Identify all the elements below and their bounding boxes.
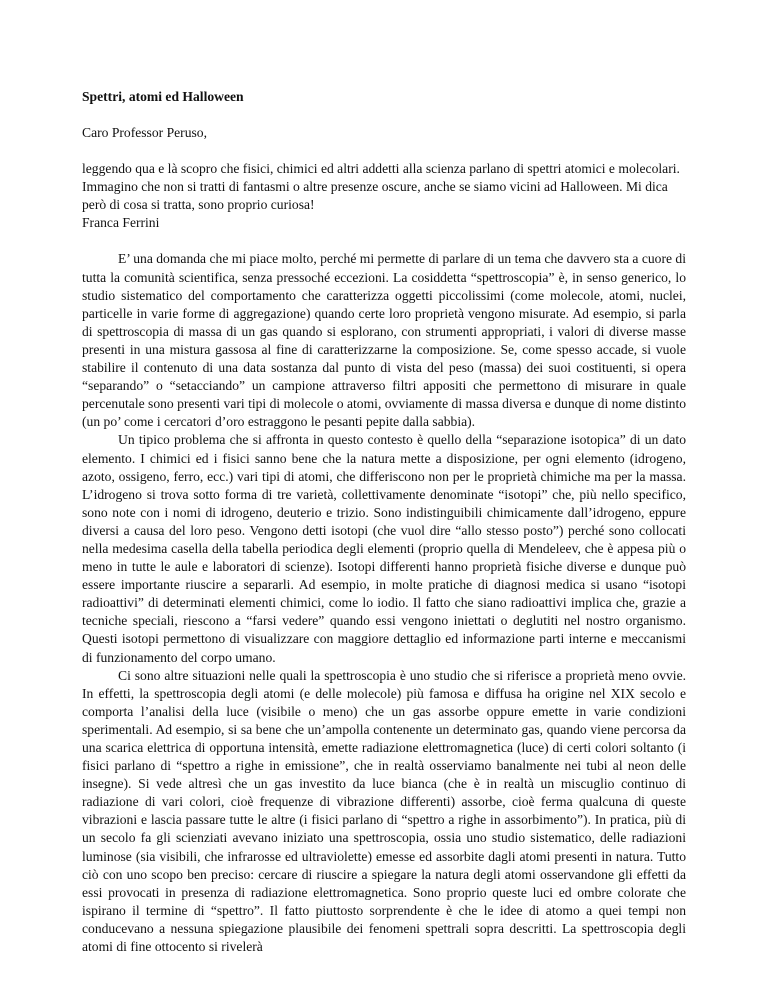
reader-letter: leggendo qua e là scopro che fisici, chimici ed altri addetti alla scienza parlano di spettri atomici e molecolari. Immagino che non si tratti di fantasmi o altre presenze oscure, anche se siamo vicini ad Halloween. Mi dica però di cosa si tratta, sono proprio curiosa! — [82, 161, 680, 213]
document-page — [82, 88, 686, 956]
answer-paragraph-2: Un tipico problema che si affronta in questo contesto è quello della “separazione isotopica” di un dato elemento. I chimici ed i fisici sanno bene che la natura mette a disposizione, per ogni elemento (idrogeno, azoto, ossigeno, ferro, ecc.) vari tipi di atomi, che differiscono non per le proprietà chimiche ma per la massa. L’idrogeno si trova sotto forma di tre varietà, collettivamente denominate “isotopi” che, più nello specifico, sono note con i nomi di idrogeno, deuterio e trizio. Sono indistinguibili chimicamente dall’idrogeno, eppure diversi a causa del loro peso. Vengono detti isotopi (che vuol dire “allo stesso posto”) perché sono collocati nella medesima casella della tabella periodica degli elementi (proprio quella di Mendeleev, che è appesa più o meno in tutte le aule e laboratori di scienze). Isotopi differenti hanno proprietà fisiche diverse e dunque può essere importante riuscire a separarli. Ad esempio, in molte pratiche di diagnosi medica si usano “isotopi radioattivi” di determinati elementi chimici, come lo iodio. Il fatto che siano radioattivi implica che, grazie a tecniche speciali, riescono a “farsi vedere” quando essi vengono iniettati o deglutiti nel nostro organismo. Questi isotopi permettono di visualizzare con maggiore dettaglio ed informazione parti interne e meccanismi di funzionamento del corpo umano. — [82, 432, 686, 665]
letter-signature: Franca Ferrini — [82, 215, 160, 231]
answer-paragraph-1: E’ una domanda che mi piace molto, perché mi permette di parlare di un tema che davvero sta a cuore di tutta la comunità scientifica, senza pressoché eccezioni. La cosiddetta “spettroscopia” è, in senso generico, lo studio sistematico del comportamento che caratterizza oggetti piccolissimi (come molecole, atomi, nuclei, particelle in varie forme di aggregazione) quando certe loro proprietà vengono misurate. Ad esempio, si parla di spettroscopia di massa di un gas quando si esplorano, con strumenti appropriati, i valori di diverse masse presenti in una mistura gassosa al fine di caratterizzarne la composizione. Se, come spesso accade, si vuole stabilire il contenuto di una data sostanza dal punto di vista del peso (massa) dei suoi costituenti, si opera “separando” o “setacciando” un campione attraverso filtri appositi che permettono di misurare in quale percenutale sono presenti vari tipi di molecole o atomi, ovviamente di massa diversa e dunque di nome distinto (un po’ come i cercatori d’oro estraggono le pesanti pepite dalla sabbia). — [82, 251, 687, 430]
answer-paragraph-3: Ci sono altre situazioni nelle quali la spettroscopia è uno studio che si riferisce a proprietà meno ovvie. In effetti, la spettroscopia degli atomi (e delle molecole) più famosa e diffusa ha origine nel XIX secolo e comporta l’analisi della luce (visibile o meno) che un gas assorbe oppure emette in varie condizioni sperimentali. Ad esempio, si sa bene che un’ampolla contenente un determinato gas, quando viene percorsa da una scarica elettrica di opportuna intensità, emette radiazione elettromagnetica (luce) di certi colori soltanto (i fisici parlano di “spettro a righe in emissione”, che in realtà osserviamo banalmente nei tubi al neon delle insegne). Si vede altresì che un gas investito da luce bianca (che è in realtà un miscuglio continuo di radiazione di vari colori, cioè frequenze di vibrazione differenti) assorbe, cioè ferma qualcuna di queste vibrazioni e lascia passare tutte le altre (i fisici parlano di “spettro a righe in assorbimento”). In pratica, più di un secolo fa gli scienziati avevano iniziato una spettroscopia, ossia uno studio sistematico, delle radiazioni luminose (sia visibili, che infrarosse ed ultraviolette) emesse ed assorbite dagli atomi presenti in natura. Tutto ciò con uno scopo ben preciso: cercare di riuscire a spiegare la natura degli atomi osservandone gli effetti da essi provocati in presenza di radiazione elettromagnetica. Sono proprio queste luci ed ombre colorate che ispirano il termine di “spettro”. Il fatto piuttosto sorprendente è che le idee di atomo a quei tempi non conducevano a nessuna spiegazione plausibile dei fenomeni spettrali sopra descritti. La spettroscopia degli atomi di fine ottocento si rivelerà — [82, 667, 686, 955]
letter-salutation: Caro Professor Peruso, — [82, 125, 207, 140]
article-title: Spettri, atomi ed Halloween — [82, 89, 244, 104]
